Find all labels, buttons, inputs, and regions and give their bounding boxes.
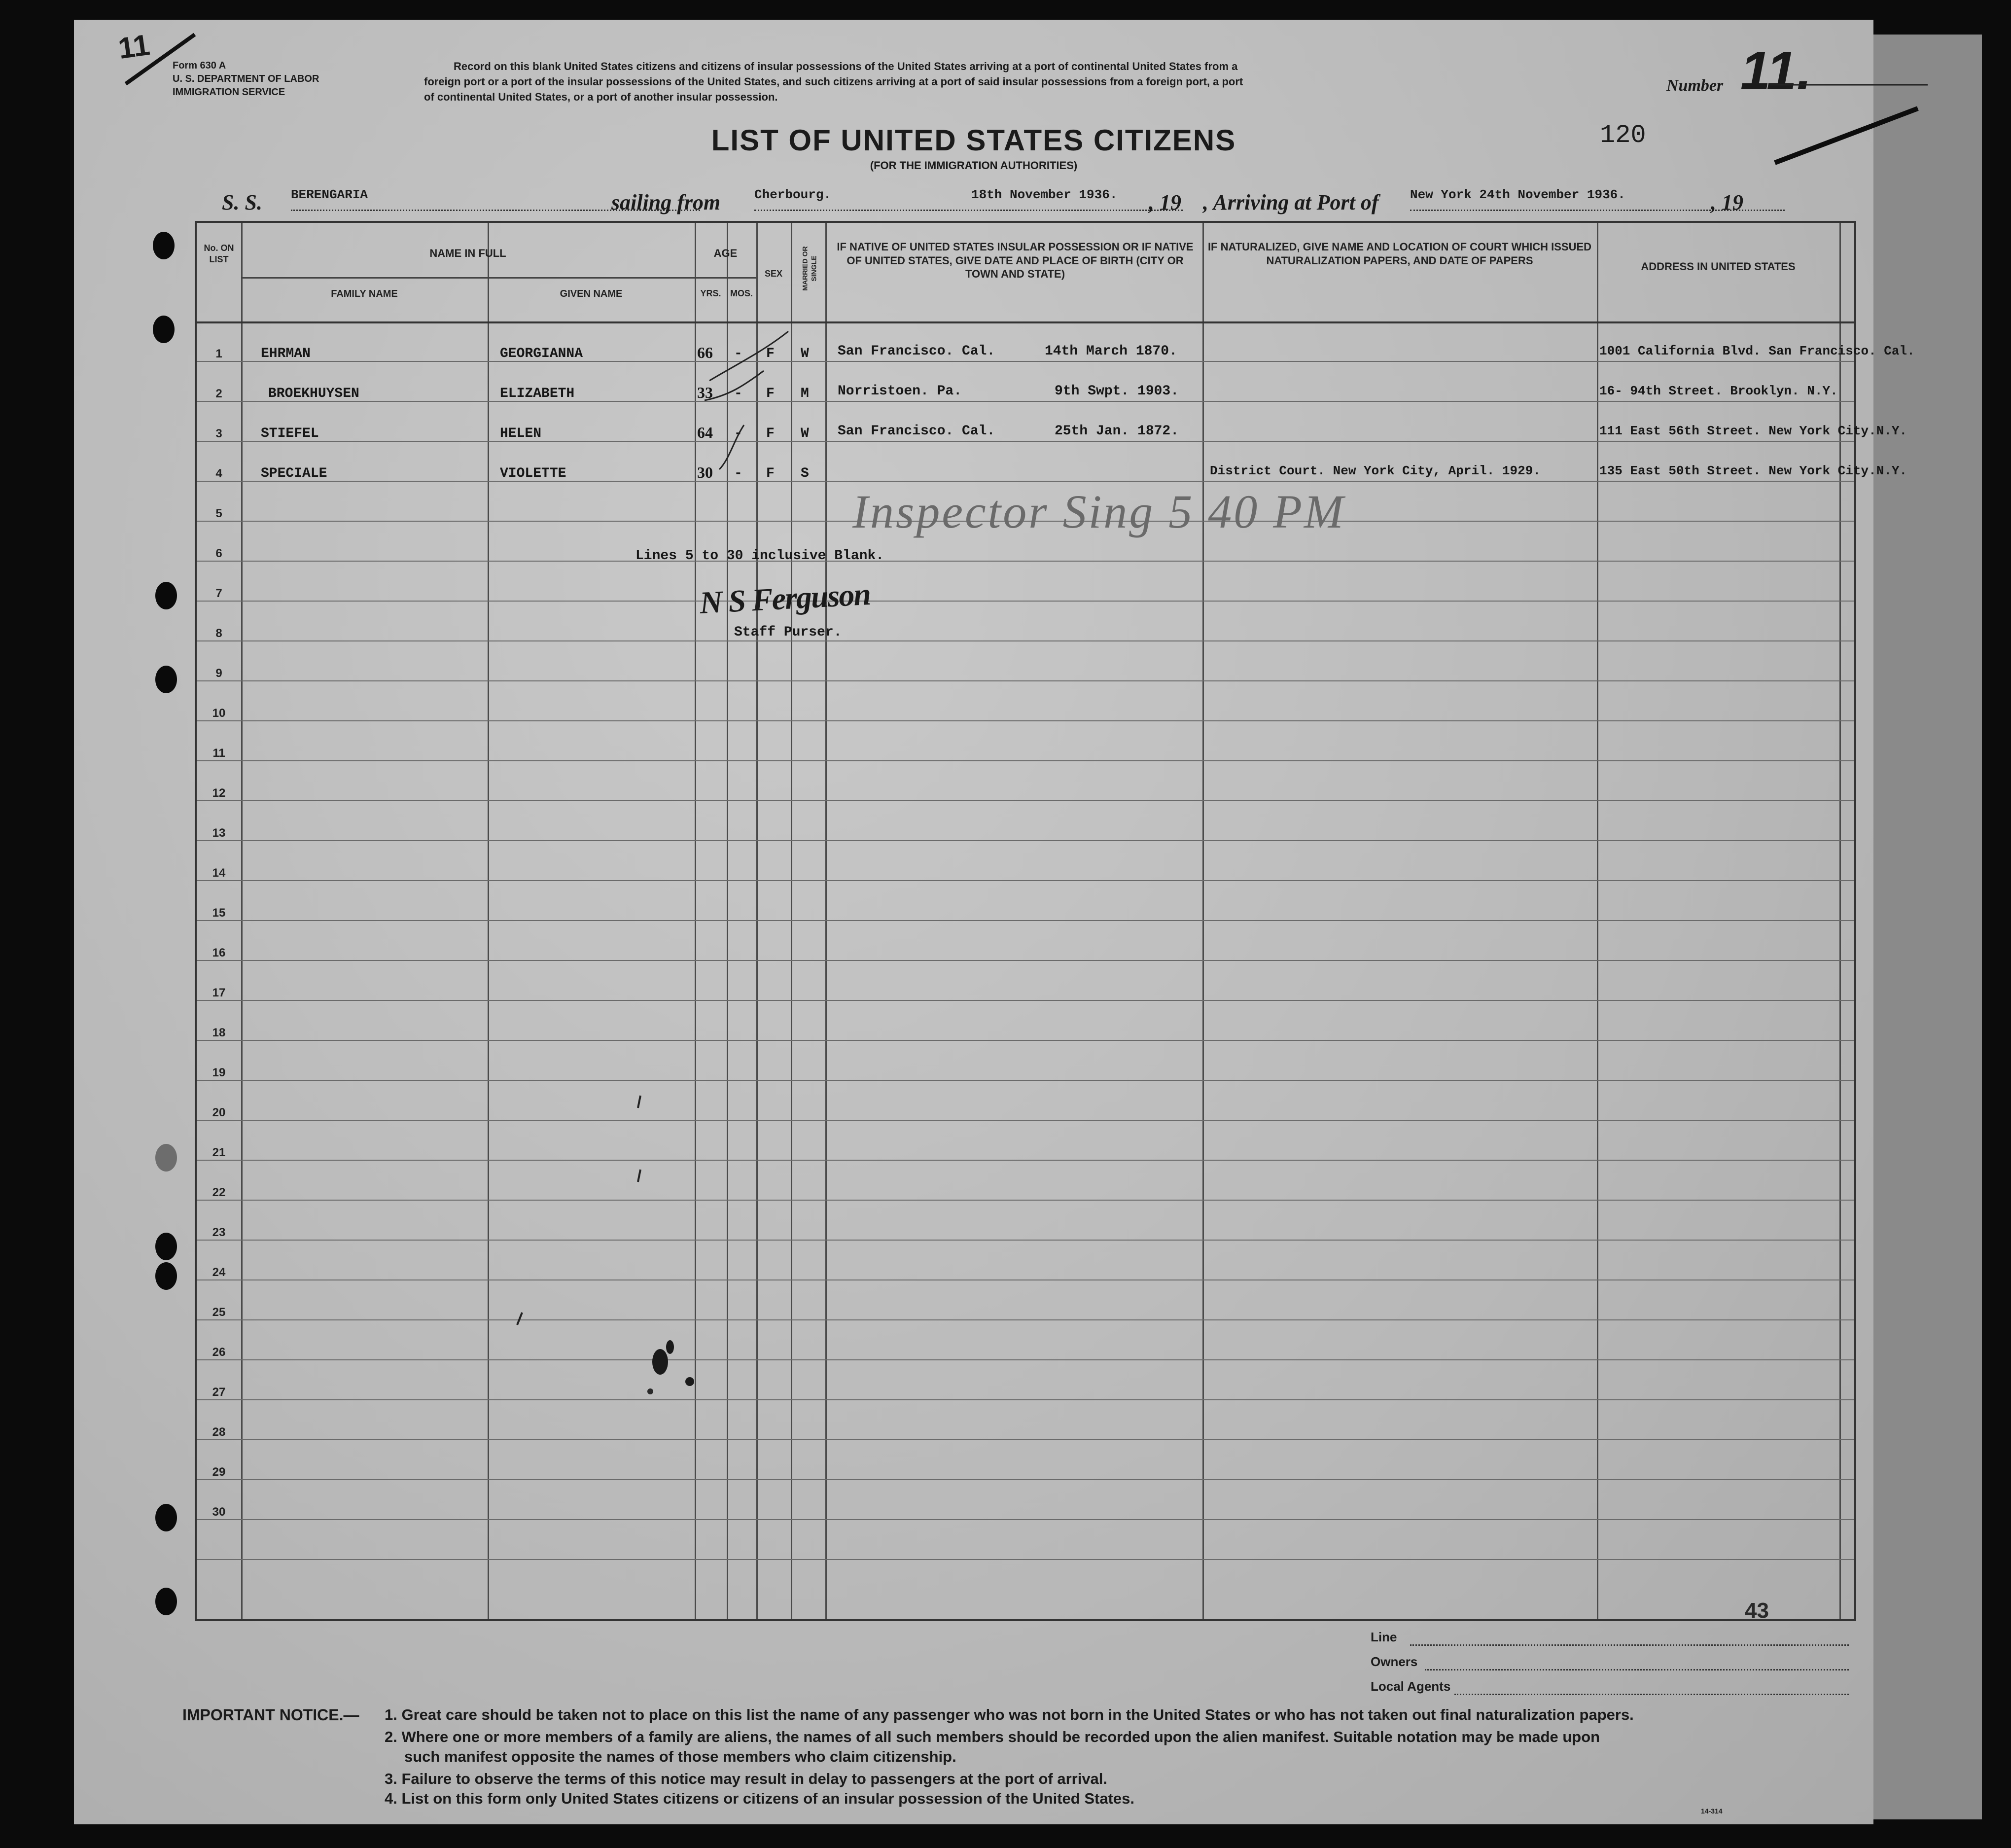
department-name: U. S. DEPARTMENT OF LABOR — [173, 73, 319, 84]
row-number: 8 — [215, 627, 222, 640]
stray-marks — [345, 1086, 788, 1554]
notice-item: such manifest opposite the names of those members who claim citizenship. — [404, 1748, 956, 1765]
document-sheet — [74, 20, 1915, 1824]
header-mos: MOS. — [730, 288, 753, 298]
passenger-table — [195, 221, 1915, 1623]
instruction-line: Record on this blank United States citizens and citizens of insular possessions of the United States arriving at a port of continental United States from a — [454, 60, 1238, 72]
header-native: IF NATIVE OF UNITED STATES INSULAR POSSESSION OR IF NATIVE OF UNITED STATES, GIVE DATE AND PLACE OF BIRTH (CITY OR TOWN AND STATE) — [837, 241, 1194, 280]
blank-lines-note: Lines 5 to 30 inclusive Blank. — [635, 548, 884, 564]
local-agents-field — [1454, 1694, 1849, 1695]
age-months-cell: - — [734, 426, 742, 441]
purser-signature: N S Ferguson — [699, 576, 871, 621]
row-number: 5 — [215, 507, 222, 520]
inspector-handwritten-note: Inspector Sing 5 40 PM — [852, 485, 1345, 538]
page-number: 43 — [1745, 1599, 1769, 1623]
age-years-cell: 33 — [697, 384, 713, 401]
birthdate-cell: 25th Jan. 1872. — [1055, 424, 1179, 439]
sex-cell: F — [766, 426, 775, 441]
row-number: 4 — [215, 467, 222, 480]
instruction-line: foreign port or a port of the insular possessions of the United States, and such citizens arriving at a port of said insular possessions from a foreign port, a port — [424, 75, 1243, 88]
departure-port: Cherbourg. — [754, 187, 832, 202]
row-number: 29 — [212, 1465, 226, 1479]
birthdate-cell: 14th March 1870. — [1045, 344, 1177, 359]
row-number: 3 — [215, 427, 222, 440]
departure-year-prefix: , 19 — [1149, 190, 1181, 214]
header-given-name: GIVEN NAME — [560, 288, 623, 299]
row-number: 16 — [212, 946, 226, 960]
row-number: 21 — [212, 1146, 226, 1159]
form-id-block — [173, 59, 319, 99]
row-number: 25 — [212, 1306, 226, 1319]
arrival-year-prefix: , 19 — [1711, 190, 1743, 214]
header-yrs: YRS. — [700, 288, 721, 298]
row-number: 2 — [215, 387, 222, 400]
birthplace-cell: San Francisco. Cal. — [838, 424, 995, 439]
header-address: ADDRESS IN UNITED STATES — [1641, 260, 1796, 273]
family-name-cell: SPECIALE — [261, 466, 327, 481]
row-number: 18 — [212, 1026, 226, 1039]
row-number: 1 — [215, 347, 222, 360]
arriving-at-label: , Arriving at Port of — [1203, 190, 1379, 214]
family-name-cell: BROEKHUYSEN — [268, 386, 359, 401]
ship-name: BERENGARIA — [291, 187, 368, 202]
local-agents-label: Local Agents — [1371, 1679, 1451, 1694]
punch-hole — [155, 1504, 177, 1531]
row-number: 20 — [212, 1106, 226, 1119]
notice-item: 4. List on this form only United States citizens or citizens of an insular possession of the United States. — [385, 1790, 1134, 1807]
birthdate-cell: 9th Swpt. 1903. — [1055, 384, 1179, 399]
given-name-cell: ELIZABETH — [500, 386, 575, 401]
given-name-cell: HELEN — [500, 426, 542, 441]
age-years-cell: 30 — [697, 463, 713, 481]
age-months-cell: - — [734, 466, 742, 481]
line-label: Line — [1371, 1630, 1397, 1644]
age-checkmarks — [690, 321, 798, 469]
print-code: 14-314 — [1701, 1807, 1723, 1815]
header-married-single: MARRIED OR SINGLE — [801, 246, 817, 291]
punch-hole — [155, 582, 177, 609]
given-name-cell: VIOLETTE — [500, 466, 566, 481]
page-title: LIST OF UNITED STATES CITIZENS — [711, 124, 1236, 157]
form-number: Form 630 A — [173, 60, 226, 71]
sex-cell: F — [766, 386, 775, 401]
instruction-line: of continental United States, or a port of another insular possession. — [424, 90, 778, 103]
age-months-cell: - — [734, 346, 742, 361]
marital-cell: S — [801, 466, 809, 481]
number-label: Number — [1666, 76, 1724, 95]
departure-date: 18th November 1936. — [971, 187, 1118, 202]
age-months-cell: - — [734, 386, 742, 401]
row-number: 10 — [212, 707, 226, 720]
owners-field — [1425, 1669, 1849, 1670]
punch-hole — [153, 316, 175, 343]
row-number: 11 — [212, 746, 225, 760]
marital-cell: M — [801, 386, 809, 401]
page-subtitle: (FOR THE IMMIGRATION AUTHORITIES) — [870, 159, 1078, 172]
instruction-text — [424, 59, 1686, 105]
naturalization-cell: District Court. New York City, April. 1929. — [1210, 463, 1541, 478]
notice-item: 1. Great care should be taken not to place on this list the name of any passenger who was not born in the United States or who has not taken out final naturalization papers. — [385, 1706, 1634, 1723]
arrival-port-date: New York 24th November 1936. — [1410, 187, 1625, 202]
owners-label: Owners — [1371, 1654, 1418, 1669]
address-cell: 16- 94th Street. Brooklyn. N.Y. — [1599, 384, 1838, 398]
back-page-edge — [1864, 35, 1982, 1819]
header-no-on-list: No. ON LIST — [204, 243, 234, 264]
marital-cell: W — [801, 426, 809, 441]
number-value: 11. — [1740, 40, 1812, 101]
row-number: 23 — [212, 1226, 226, 1239]
purser-title: Staff Purser. — [734, 625, 842, 640]
notice-item: 3. Failure to observe the terms of this notice may result in delay to passengers at the port of arrival. — [385, 1770, 1108, 1787]
family-name-cell: EHRMAN — [261, 346, 311, 361]
address-cell: 111 East 56th Street. New York City.N.Y. — [1599, 424, 1907, 438]
address-cell: 1001 California Blvd. San Francisco. Cal. — [1599, 344, 1915, 358]
row-number: 27 — [212, 1386, 226, 1399]
punch-hole — [155, 666, 177, 693]
punch-hole — [155, 1144, 177, 1172]
row-number: 26 — [212, 1346, 226, 1359]
family-name-cell: STIEFEL — [261, 426, 319, 441]
sailing-from-label: sailing from — [611, 190, 721, 214]
punch-hole — [153, 232, 175, 259]
service-name: IMMIGRATION SERVICE — [173, 87, 285, 98]
marital-cell: W — [801, 346, 809, 361]
header-name-in-full: NAME IN FULL — [429, 247, 506, 259]
stamp-number: 120 — [1600, 121, 1646, 150]
row-number: 14 — [212, 866, 226, 880]
row-number: 6 — [215, 547, 222, 560]
punch-hole — [155, 1262, 177, 1290]
corner-handwritten-mark: 11 — [116, 28, 152, 66]
row-number: 17 — [212, 986, 226, 999]
punch-hole — [155, 1588, 177, 1615]
row-number: 19 — [212, 1066, 226, 1079]
given-name-cell: GEORGIANNA — [500, 346, 583, 361]
age-years-cell: 66 — [697, 344, 713, 361]
row-number: 12 — [212, 786, 226, 800]
row-number: 28 — [212, 1425, 226, 1439]
row-number: 30 — [212, 1505, 226, 1519]
sex-cell: F — [766, 466, 775, 481]
address-cell: 135 East 50th Street. New York City.N.Y. — [1599, 463, 1907, 478]
row-number: 15 — [212, 906, 226, 920]
departure-line — [754, 210, 1183, 211]
birthplace-cell: San Francisco. Cal. — [838, 344, 995, 359]
notice-heading: IMPORTANT NOTICE.— — [182, 1706, 359, 1724]
row-number: 13 — [212, 826, 226, 840]
row-number: 24 — [212, 1266, 226, 1279]
row-number: 22 — [212, 1186, 226, 1199]
header-family-name: FAMILY NAME — [331, 288, 398, 299]
row-number: 9 — [215, 667, 222, 680]
header-sex: SEX — [764, 269, 783, 279]
sex-cell: F — [766, 346, 775, 361]
birthplace-cell: Norristoen. Pa. — [838, 384, 962, 399]
ss-label: S. S. — [222, 190, 262, 214]
header-age: AGE — [713, 247, 738, 259]
notice-item: 2. Where one or more members of a family are aliens, the names of all such members should be recorded upon the alien manifest. Suitable notation may be made upon — [385, 1728, 1600, 1745]
age-years-cell: 64 — [697, 424, 713, 441]
line-field — [1410, 1644, 1849, 1646]
header-naturalized: IF NATURALIZED, GIVE NAME AND LOCATION OF COURT WHICH ISSUED NATURALIZATION PAPERS, AND DATE OF PAPERS — [1207, 241, 1592, 267]
row-number: 7 — [215, 587, 222, 600]
punch-hole — [155, 1233, 177, 1260]
